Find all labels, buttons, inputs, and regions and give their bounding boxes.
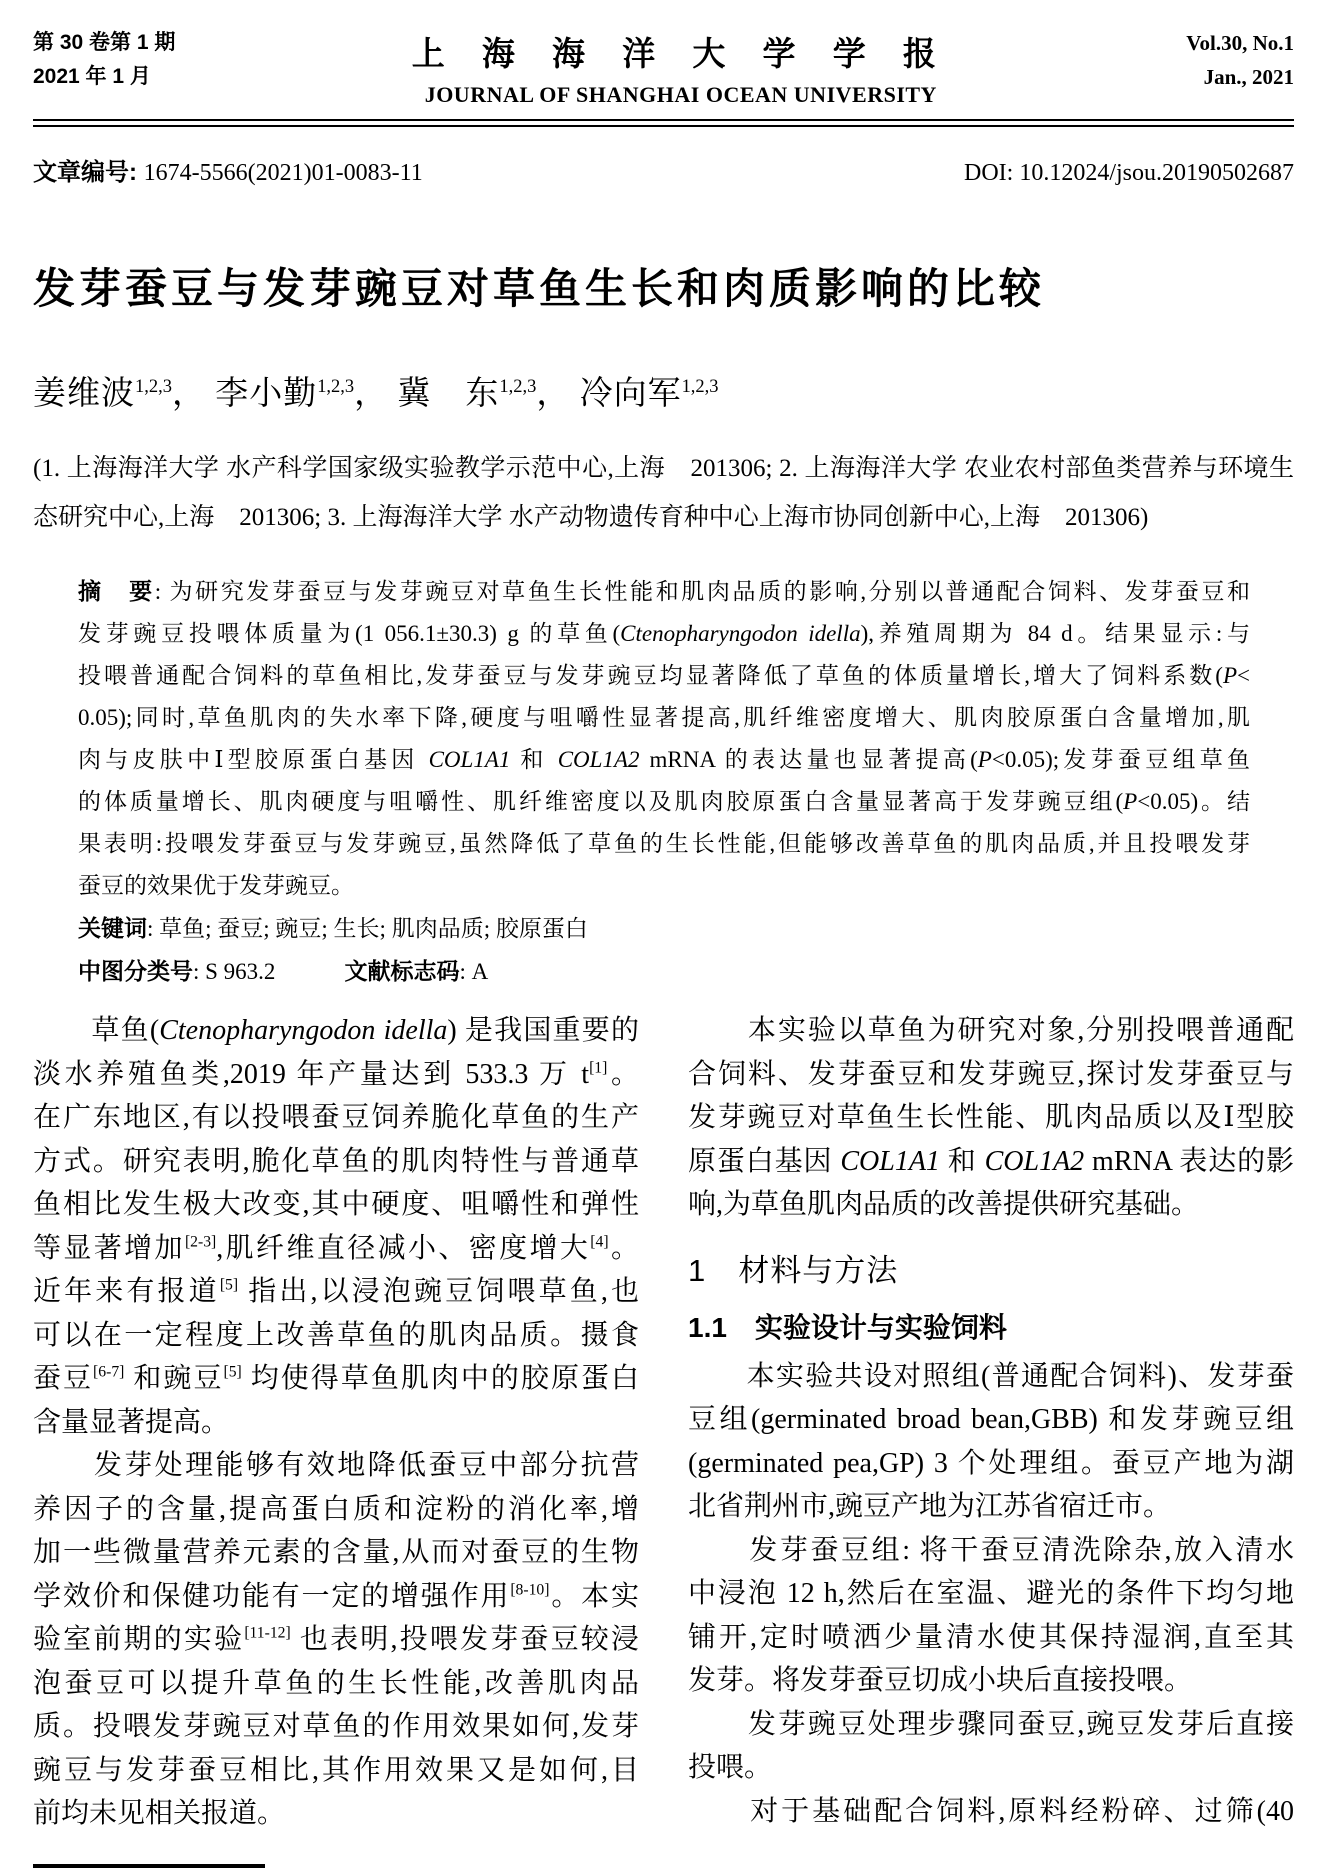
subsection-heading-1-1: 1.1 实验设计与实验饲料	[688, 1311, 1007, 1343]
text-line: 铺开,定时喷洒少量清水使其保持湿润,直至其	[688, 1621, 1294, 1653]
right-column	[688, 1009, 1294, 1868]
header-left	[33, 26, 175, 94]
body-columns	[33, 1009, 1294, 1868]
journal-title-en: JOURNAL OF SHANGHAI OCEAN UNIVERSITY	[424, 82, 937, 107]
text-line: 鱼相比发生极大改变,其中硬度、咀嚼性和弹性	[33, 1189, 639, 1221]
header-right	[1186, 26, 1294, 94]
text-line: 可以在一定程度上改善草鱼的肌肉品质。摄食	[33, 1319, 639, 1351]
text-line: 发芽蚕豆组: 将干蚕豆清洗除杂,放入清水	[688, 1534, 1294, 1566]
text-line: 本实验以草鱼为研究对象,分别投喂普通配	[688, 1015, 1294, 1047]
header-center	[175, 26, 1186, 108]
text-line: 发芽豌豆对草鱼生长性能、肌肉品质以及Ⅰ型胶	[688, 1102, 1294, 1134]
text-line: 对于基础配合饲料,原料经粉碎、过筛(40	[688, 1795, 1294, 1827]
date-en: Jan., 2021	[1203, 65, 1294, 89]
text-line: 养因子的含量,提高蛋白质和淀粉的消化率,增	[33, 1493, 639, 1525]
text-line: 肉与皮肤中Ⅰ型胶原蛋白基因 COL1A1 和 COL1A2 mRNA 的表达量也显著提高(P<0.05);发芽蚕豆组草鱼	[78, 747, 1251, 773]
text-line: 验室前期的实验[11-12] 也表明,投喂发芽蚕豆较浸	[33, 1624, 639, 1656]
text-line: 本实验共设对照组(普通配合饲料)、发芽蚕	[688, 1360, 1294, 1392]
text-line: 学效价和保健功能有一定的增强作用[8-10]。本实	[33, 1580, 639, 1612]
text-line: 在广东地区,有以投喂蚕豆饲养脆化草鱼的生产	[33, 1102, 639, 1134]
volume-issue-en: Vol.30, No.1	[1186, 31, 1294, 55]
date-cn: 2021 年 1 月	[33, 65, 151, 88]
keywords-line: 关键词: 草鱼; 蚕豆; 豌豆; 生长; 肌肉品质; 胶原蛋白	[78, 915, 588, 942]
abstract-keywords-block	[78, 570, 1250, 993]
journal-title-cn: 上 海 海 洋 大 学 学 报	[411, 35, 950, 72]
volume-issue-cn: 第 30 卷第 1 期	[33, 31, 176, 54]
text-line: 加一些微量营养元素的含量,从而对蚕豆的生物	[33, 1537, 639, 1569]
text-line: 摘 要: 为研究发芽蚕豆与发芽豌豆对草鱼生长性能和肌肉品质的影响,分别以普通配合饲料、发芽蚕豆和	[78, 578, 1251, 605]
text-line: (germinated pea,GP) 3 个处理组。蚕豆产地为湖	[688, 1447, 1294, 1479]
journal-header	[0, 0, 1327, 108]
text-line: 果表明:投喂发芽蚕豆与发芽豌豆,虽然降低了草鱼的生长性能,但能够改善草鱼的肌肉品质,并且投喂发芽	[78, 831, 1250, 857]
text-line: 泡蚕豆可以提升草鱼的生长性能,改善肌肉品	[33, 1667, 639, 1699]
article-title: 发芽蚕豆与发芽豌豆对草鱼生长和肉质影响的比较	[33, 265, 1046, 312]
header-double-rule	[33, 119, 1294, 127]
text-line: 蚕豆的效果优于发芽豌豆。	[78, 873, 354, 899]
text-line: 等显著增加[2-3],肌纤维直径减小、密度增大[4]。	[33, 1232, 639, 1264]
text-line: 草鱼(Ctenopharyngodon idella) 是我国重要的	[33, 1015, 639, 1047]
text-line: 原蛋白基因 COL1A1 和 COL1A2 mRNA 表达的影	[688, 1145, 1294, 1177]
affiliations	[33, 444, 1294, 542]
text-line: 合饲料、发芽蚕豆和发芽豌豆,探讨发芽蚕豆与	[688, 1058, 1294, 1090]
authors-line: 姜维波$^{1,2,3}$， 李小勤$^{1,2,3}$， 冀 东$^{1,2,3}$， 冷向军$^{1,2,3}$	[33, 375, 719, 412]
text-line: 发芽豌豆投喂体质量为(1 056.1±30.3) g 的草鱼(Ctenopharyngodon idella),养殖周期为 84 d。结果显示:与	[78, 621, 1250, 647]
article-number	[33, 157, 423, 189]
text-line: 豆组(germinated broad bean,GBB) 和发芽豌豆组	[688, 1404, 1294, 1436]
section-heading-1: 1 材料与方法	[688, 1252, 899, 1288]
text-line: 发芽豌豆处理步骤同蚕豆,豌豆发芽后直接	[688, 1708, 1294, 1740]
text-line: 态研究中心,上海 201306; 3. 上海海洋大学 水产动物遗传育种中心上海市协同创新中心,上海 201306)	[33, 504, 1149, 532]
clc-line: 中图分类号: S 963.2 文献标志码: A	[78, 958, 489, 985]
left-column-text	[33, 1009, 639, 1836]
text-line: 蚕豆[6-7] 和豌豆[5] 均使得草鱼肌肉中的胶原蛋白	[33, 1363, 639, 1395]
text-line: 淡水养殖鱼类,2019 年产量达到 533.3 万 t[1]。	[33, 1058, 639, 1090]
text-line: 0.05);同时,草鱼肌肉的失水率下降,硬度与咀嚼性显著提高,肌纤维密度增大、肌肉胶原蛋白含量增加,肌	[78, 705, 1250, 731]
text-line: 方式。研究表明,脆化草鱼的肌肉特性与普通草	[33, 1145, 639, 1177]
text-line: 质。投喂发芽豌豆对草鱼的作用效果如何,发芽	[33, 1711, 639, 1743]
text-line: 发芽处理能够有效地降低蚕豆中部分抗营	[33, 1450, 639, 1482]
doi: DOI: 10.12024/jsou.20190502687	[964, 160, 1294, 186]
text-line: 发芽。将发芽蚕豆切成小块后直接投喂。	[688, 1665, 1193, 1697]
text-line: 含量显著提高。	[33, 1406, 230, 1438]
text-line: 近年来有报道[5] 指出,以浸泡豌豆饲喂草鱼,也	[33, 1276, 639, 1308]
article-number-value: 1674-5566(2021)01-0083-11	[143, 160, 423, 186]
text-line: 投喂普通配合饲料的草鱼相比,发芽蚕豆与发芽豌豆均显著降低了草鱼的体质量增长,增大了饲料系数(P<	[78, 663, 1250, 689]
text-line: 豌豆与发芽蚕豆相比,其作用效果又是如何,目	[33, 1754, 639, 1786]
right-column-intro	[688, 1009, 1294, 1227]
text-line: (1. 上海海洋大学 水产科学国家级实验教学示范中心,上海 201306; 2. 上海海洋大学 农业农村部鱼类营养与环境生	[33, 455, 1294, 483]
text-line: 投喂。	[688, 1752, 773, 1784]
meta-row	[33, 157, 1294, 189]
text-line: 北省荆州市,豌豆产地为江苏省宿迁市。	[688, 1491, 1172, 1523]
text-line: 的体质量增长、肌肉硬度与咀嚼性、肌纤维密度以及肌肉胶原蛋白含量显著高于发芽豌豆组(P<0.05)。结	[78, 789, 1250, 815]
footnote-rule	[33, 1864, 265, 1868]
text-line: 响,为草鱼肌肉品质的改善提供研究基础。	[688, 1189, 1200, 1221]
left-column	[33, 1009, 639, 1868]
right-column-body	[688, 1355, 1294, 1834]
article-number-label: 文章编号:	[33, 159, 144, 186]
text-line: 中浸泡 12 h,然后在室温、避光的条件下均匀地	[688, 1578, 1294, 1610]
abstract	[78, 570, 1250, 907]
text-line: 前均未见相关报道。	[33, 1798, 286, 1830]
